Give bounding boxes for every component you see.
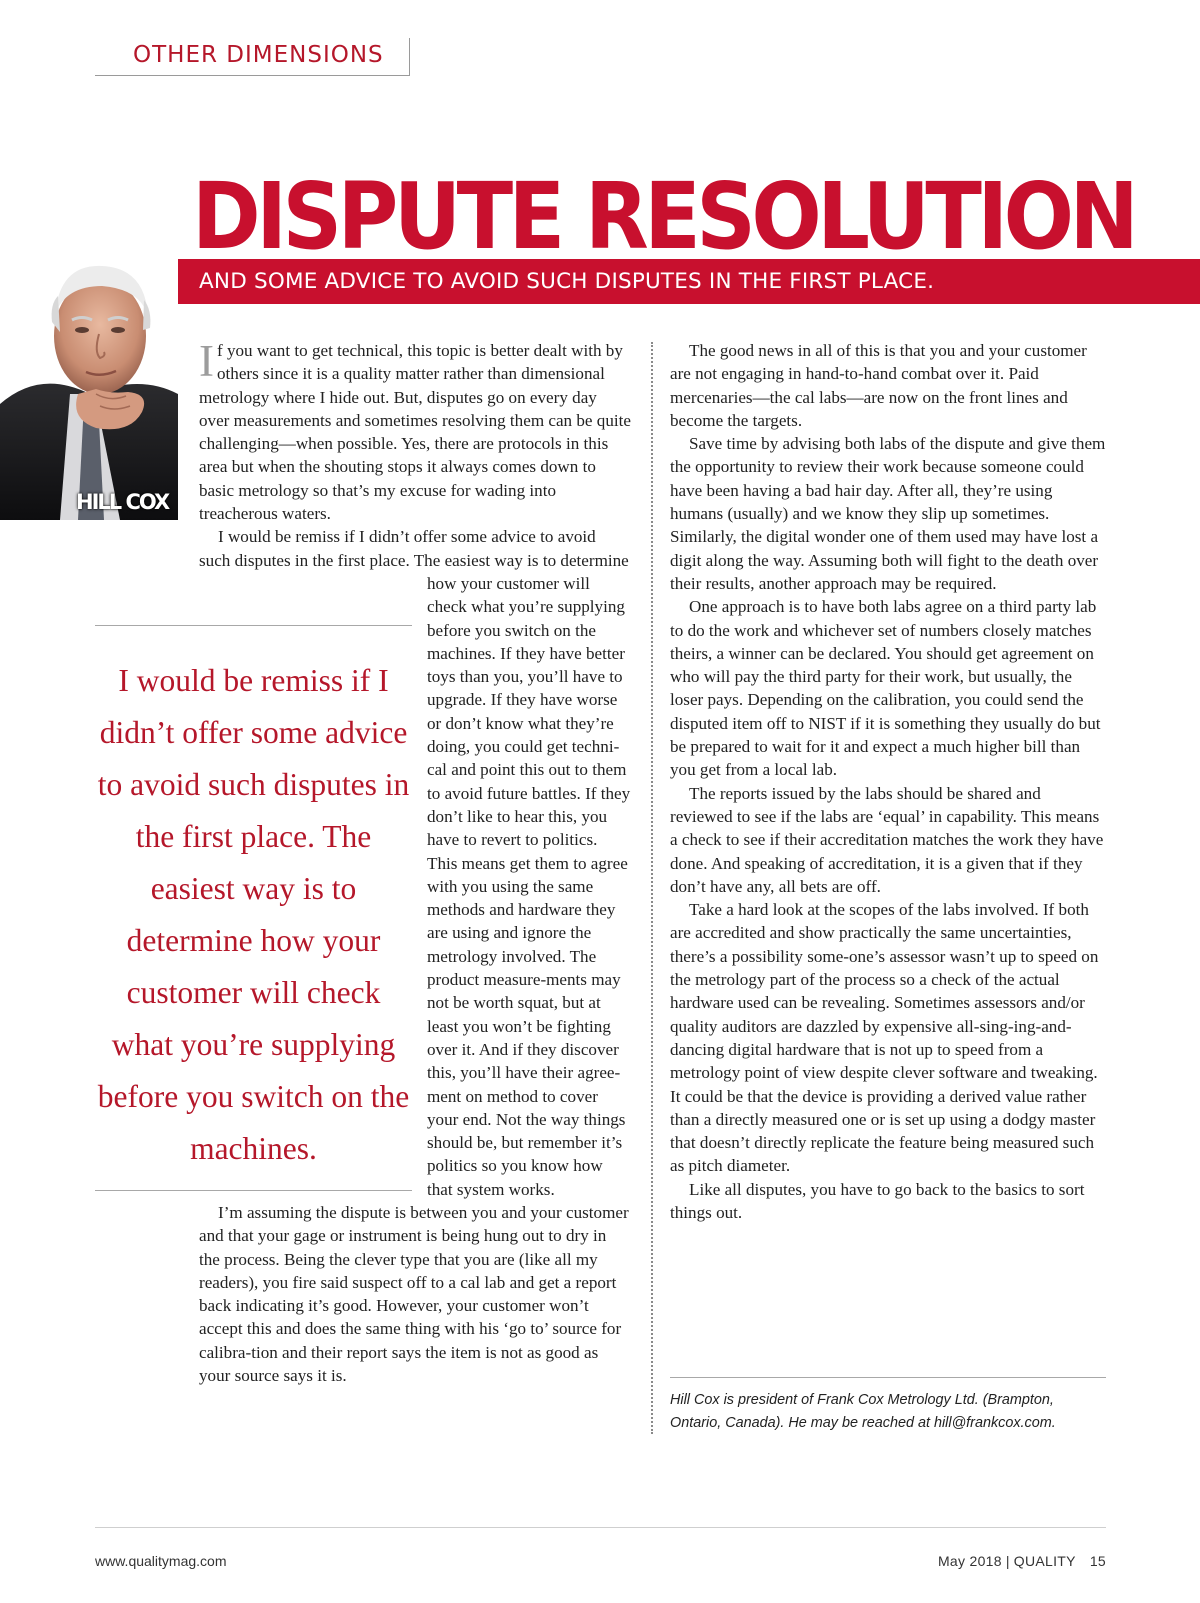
footer-rule (95, 1527, 1106, 1528)
author-photo-caption: HILL COX (76, 490, 169, 514)
drop-cap: I (199, 336, 214, 386)
author-portrait-image (0, 244, 178, 520)
article-paragraph-1 (199, 336, 631, 525)
article-paragraph-6: One approach is to have both labs agree on a third party lab to do the work and whichever set of numbers closely matches theirs, a winner can be declared. You should get agreement on who will pay the third party for their work, but usually, the loser pays. Depending on the calibration, you could send the disputed item off to NIST if it is something they usually do but be prepared to wait for it and expect a much higher bill than you get from a local lab. (670, 597, 1101, 780)
article-paragraph-4: The good news in all of this is that you and your customer are not engaging in hand-to-hand combat over it. Paid mercenaries—the cal labs—are now on the front lines and become the targets. (670, 341, 1087, 430)
footer-separator: | (1005, 1553, 1010, 1569)
footer-url: www.qualitymag.com (95, 1553, 227, 1569)
article-paragraph-9: Like all disputes, you have to go back to the basics to sort things out. (670, 1179, 1085, 1222)
article-column-1 (199, 336, 631, 1387)
bio-rule (670, 1377, 1106, 1378)
footer-date: May 2018 (937, 1553, 1002, 1569)
article-paragraph-8: Take a hard look at the scopes of the labs involved. If both are accredited and show practically the same uncertainties, there’s a possibility some-one’s assessor wasn’t up to speed on the metrology part of the process so a check of the actual hardware used can be revealing. Sometimes assessors and/or quality auditors are dazzled by expensive all-sing-ing-and-dancing digital hardware that is not up to speed from a metrology point of view despite clever software and tweaking. It could be that the device is providing a derived value rather than a directly measured one or is set up using a dodgy master that doesn’t directly replicate the feature being measured such as pitch diameter. (670, 900, 1099, 1176)
article-paragraph-1-text: f you want to get technical, this topic is better dealt with by others since it is a quality matter rather than dimensional metrology where I hide out. But, disputes go on every day over measurements and sometimes resolving them can be quite challenging—when possible. Yes, there are protocols in this area but when the shouting stops it always comes down to basic metrology so that’s my excuse for wading into treacherous waters. (199, 341, 631, 524)
author-bio: Hill Cox is president of Frank Cox Metrology Ltd. (Brampton, Ontario, Canada). He may be reached at hill@frankcox.com. (670, 1392, 1056, 1431)
section-label (95, 38, 410, 76)
section-label-text: OTHER DIMENSIONS (133, 42, 384, 68)
pull-quote: I would be remiss if I didn’t offer some advice to avoid such disputes in the first place. The easiest way is to determine how your customer will check what you’re supplying before you switch on the machines. (97, 663, 410, 1166)
article-paragraph-3: I’m assuming the dispute is between you and your customer and that your gage or instrument is being hung out to dry in the process. Being the clever type that you are (like all my readers), you fire said suspect off to a cal lab and get a report back indicating it’s good. However, your customer won’t accept this and does the same thing with his ‘go to’ source for calibra-tion and their report says the item is not as good as your source says it is. (199, 1202, 629, 1386)
column-divider (651, 342, 653, 1434)
footer-magazine: QUALITY (1013, 1553, 1076, 1569)
footer-page-number: 15 (1089, 1553, 1106, 1569)
author-photo (0, 244, 178, 520)
article-paragraph-5: Save time by advising both labs of the dispute and give them the opportunity to review their work because someone could have been having a bad hair day. After all, they’re using humans (usually) and we know they slip up sometimes. Similarly, the digital wonder one of them used may have lost a digit along the way. Assuming both will fight to the death over their results, another approach may be required. (670, 434, 1106, 593)
subhead: AND SOME ADVICE TO AVOID SUCH DISPUTES IN THE FIRST PLACE. (199, 269, 935, 294)
article-paragraph-7: The reports issued by the labs should be shared and reviewed to see if the labs are ‘equal’ in capability. This means a check to see if their accreditation matches the work they have done. And speaking of accreditation, it is a given that if they don’t have any, all bets are off. (670, 783, 1104, 896)
footer-issue-info (938, 1553, 1106, 1569)
article-column-2 (670, 339, 1106, 1224)
article-paragraph-2: I would be remiss if I didn’t offer some advice to avoid such disputes in the first place. The easiest way is to determine how your customer will check what you’re supplying before you switch on the machines. If they have better toys than you, you’ll have to upgrade. If they have worse or don’t know what they’re doing, you could get techni-cal and point this out to them to avoid future battles. If they don’t like to hear this, you have to revert to politics. This means get them to agree with you using the same methods and hardware they are using and ignore the metrology involved. The product measure-ments may not be worth squat, but at least you won’t be fighting over it. And if they discover this, you’ll have their agree-ment on method to cover your end. Not the way things should be, but remember it’s politics so you know how that system works. (199, 527, 631, 1199)
headline: DISPUTE RESOLUTION (192, 163, 1135, 270)
pull-quote-wrap-area (199, 592, 427, 1192)
